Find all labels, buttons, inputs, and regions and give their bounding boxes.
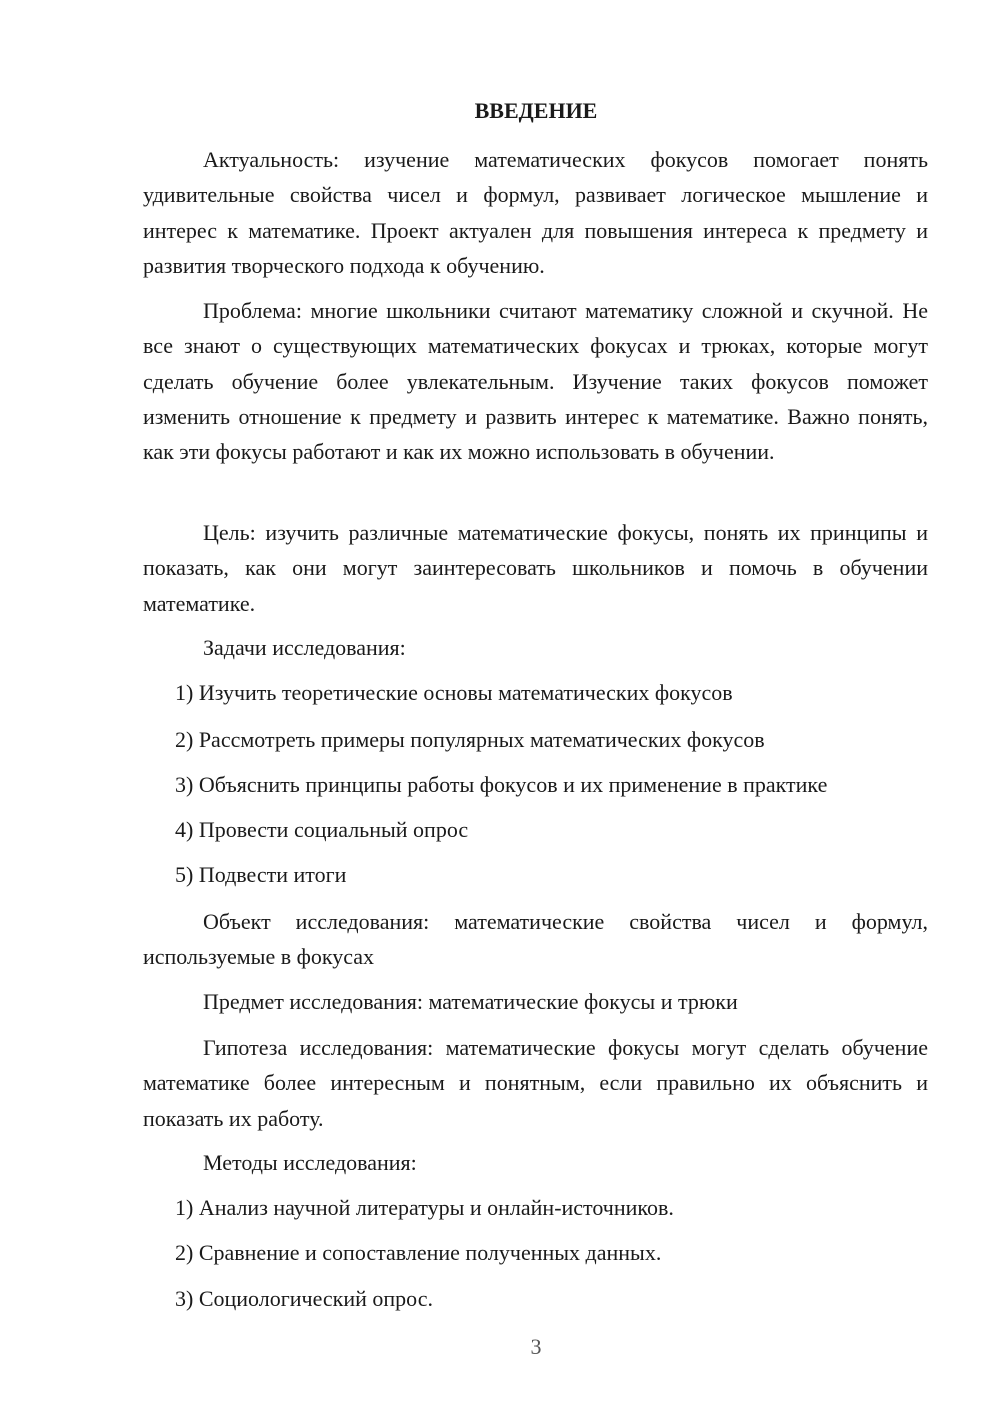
method-item: 1) Анализ научной литературы и онлайн-источников. <box>175 1195 674 1220</box>
task-item: 3) Объяснить принципы работы фокусов и их применение в практике <box>175 772 828 797</box>
subject-paragraph: Предмет исследования: математические фокусы и трюки <box>203 989 738 1014</box>
task-item: 2) Рассмотреть примеры популярных математических фокусов <box>175 727 765 752</box>
method-item: 2) Сравнение и сопоставление полученных данных. <box>175 1240 662 1265</box>
tasks-heading: Задачи исследования: <box>203 635 406 660</box>
task-item: 5) Подвести итоги <box>175 862 347 887</box>
task-item: 1) Изучить теоретические основы математических фокусов <box>175 680 733 705</box>
methods-heading: Методы исследования: <box>203 1150 417 1175</box>
object-paragraph: Объект исследования: математические свойства чисел и формул, используемые в фокусах <box>143 909 928 970</box>
method-item: 3) Социологический опрос. <box>175 1286 433 1311</box>
task-item: 4) Провести социальный опрос <box>175 817 469 842</box>
goal-paragraph: Цель: изучить различные математические фокусы, понять их принципы и показать, как они могут заинтересовать школьников и помочь в обучении математике. <box>143 520 928 616</box>
hypothesis-paragraph: Гипотеза исследования: математические фокусы могут сделать обучение математике более интересным и понятным, если правильно их объяснить и показать их работу. <box>143 1035 928 1131</box>
section-title: ВВЕДЕНИЕ <box>474 98 598 123</box>
problem-paragraph: Проблема: многие школьники считают математику сложной и скучной. Не все знают о существующих математических фокусах и трюках, которые могут сделать обучение более увлекательным. Изучение таких фокусов поможет изменить отношение к предмету и развить интерес к математике. Важно понять, как эти фокусы работают и как их можно использовать в обучении. <box>143 298 928 465</box>
page-number: 3 <box>530 1334 542 1359</box>
relevance-paragraph: Актуальность: изучение математических фокусов помогает понять удивительные свойства чисел и формул, развивает логическое мышление и интерес к математике. Проект актуален для повышения интереса к предмету и развития творческого подхода к обучению. <box>143 147 928 278</box>
